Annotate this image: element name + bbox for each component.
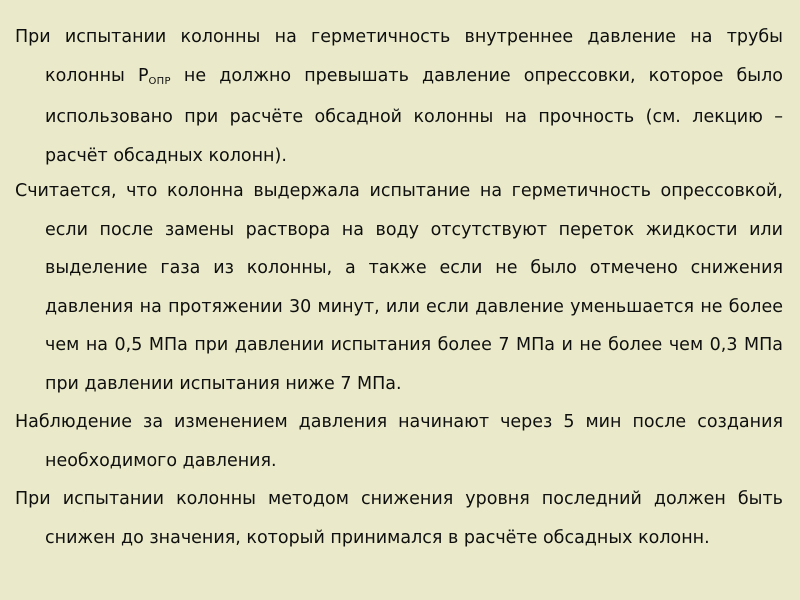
paragraph-1-text-start: При испытании колонны на герметичность внутреннее давление на трубы колонны Р (15, 27, 783, 86)
paragraph-column-pressure-test (15, 18, 783, 175)
pressure-subscript: ОПР (148, 75, 171, 87)
paragraph-observation-start: Наблюдение за изменением давления начинают через 5 мин после создания необходимого давления. (15, 412, 783, 471)
paragraph-level-reduction: При испытании колонны методом снижения уровня последний должен быть снижен до значения, который принимался в расчёте обсадных колонн. (15, 489, 783, 548)
paragraph-1-text-end: не должно превышать давление опрессовки, которое было использовано при расчёте обсадной колонны на прочность (см. лекцию – расчёт обсадных колонн). (45, 65, 783, 166)
paragraph-test-criteria: Считается, что колонна выдержала испытание на герметичность опрессовкой, если после замены раствора на воду отсутствуют переток жидкости или выделение газа из колонны, а также если не было отмечено снижения давления на протяжении 30 минут, или если давление уменьшается не более чем на 0,5 МПа при давлении испытания более 7 МПа и не более чем 0,3 МПа при давлении испытания ниже 7 МПа. (15, 181, 783, 394)
